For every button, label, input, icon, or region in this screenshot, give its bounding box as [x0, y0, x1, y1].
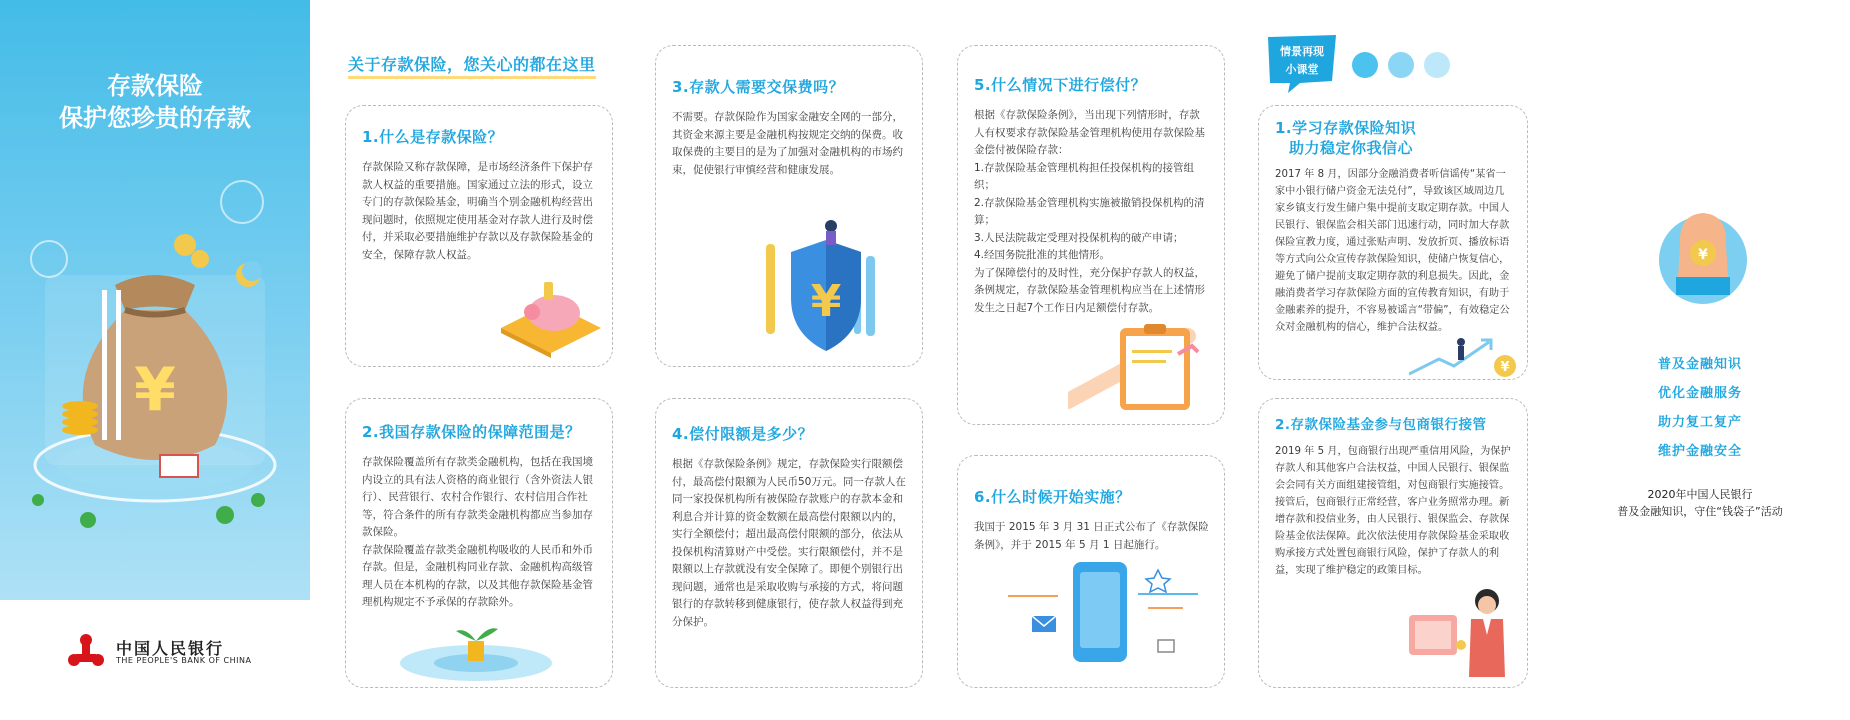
- slogan-1: 普及金融知识: [1657, 357, 1742, 372]
- faq-card-1: [345, 105, 613, 367]
- footer-line1: 2020年中国人民银行: [1647, 488, 1753, 501]
- bank-logo-icon: [66, 632, 106, 672]
- plant-coin-icon: [396, 621, 556, 683]
- faq-card-4: [655, 398, 923, 688]
- money-bag-illustration: [20, 215, 290, 545]
- faq-card-3: [655, 45, 923, 367]
- shield-yen-symbol: ¥: [810, 276, 842, 327]
- cover-title-line1: 存款保险: [107, 72, 203, 100]
- badge-line1: 情景再现: [1280, 45, 1324, 58]
- hand-coin-icon: [1658, 205, 1748, 305]
- piggy-bank-icon: [496, 268, 606, 358]
- faq-card-2: [345, 398, 613, 688]
- bank-name-cn: 中国人民银行: [116, 639, 225, 658]
- faq-card-5-title: 5.什么情况下进行偿付？: [974, 76, 1147, 94]
- case-card-2-title: 2.存款保险基金参与包商银行接管: [1275, 417, 1487, 433]
- faq-card-5-body: [974, 107, 1210, 317]
- faq-card-2-body: [362, 454, 598, 612]
- bank-name-en: THE PEOPLE'S BANK OF CHINA: [116, 656, 252, 665]
- dot: [1388, 52, 1414, 78]
- faq-card-1-body: 存款保险又称存款保障，是市场经济条件下保护存款人权益的重要措施。国家通过立法的形式，设立专门的存款保险基金，明确当个别金融机构经营出现问题时，依照规定使用基金对存款人进行及时偿付，并采取必要措施维护存款以及存款保险基金的安全，保障存款人权益。: [362, 161, 593, 261]
- footer-line2: 普及金融知识，守住“钱袋子”活动: [1617, 505, 1783, 518]
- shield-yen-icon: [766, 216, 886, 356]
- dot: [1352, 52, 1378, 78]
- case-card-1-title-line2: 助力稳定你我信心: [1289, 139, 1414, 157]
- faq-card-2-title: 2.我国存款保险的保障范围是？: [362, 423, 581, 441]
- faq-card-5-item-3: 3.人民法院裁定受理对投保机构的破产申请；: [974, 231, 1184, 244]
- slogan-3: 助力复工复产: [1657, 415, 1742, 430]
- faq-card-6: [957, 455, 1225, 688]
- case-card-1-body: 2017 年 8 月，因部分金融消费者听信谣传“某省一家中小银行储户资金无法兑付”，导致该区域周边几家乡镇支行发生储户集中提前支取定期存款。中国人民银行、银保监会相关部门迅速行动，同时加大存款保险宣教力度，通过张贴声明、发放折页、播放标语等方式向公众宣传存款保险知识，使储户恢复信心，避免了储户提前支取定期存款的利息损失。因此，金融消费者学习存款保险方面的宣传教育知识，有助于金融素养的提升，不容易被谣言“带偏”，有效稳定公众对金融机构的信心，维护合法权益。: [1275, 169, 1510, 333]
- businessman-icon: [1399, 585, 1519, 677]
- yen-icon: ¥: [134, 355, 176, 425]
- coin-yen-symbol: ¥: [1500, 360, 1510, 375]
- faq-card-6-body: 我国于 2015 年 3 月 31 日正式公布了《存款保险条例》，并于 2015 年 5 月 1 日起施行。: [974, 521, 1209, 551]
- faq-card-6-title: 6.什么时候开始实施？: [974, 488, 1131, 506]
- faq-card-5-intro: 根据《存款保险条例》，当出现下列情形时，存款人有权要求存款保险基金管理机构使用存款保险基金偿付被保险存款：: [974, 109, 1205, 156]
- badge-line2: 小课堂: [1285, 63, 1319, 76]
- faq-card-5-outro: 为了保障偿付的及时性，充分保护存款人的权益，条例规定，存款保险基金管理机构应当在上述情形发生之日起7个工作日内足额偿付存款。: [974, 266, 1205, 314]
- hand-coin-yen: ¥: [1698, 247, 1708, 263]
- cover-title-line2: 保护您珍贵的存款: [59, 104, 251, 132]
- faq-card-2-paragraph-2: 存款保险覆盖存款类金融机构吸收的人民币和外币存款。但是，金融机构同业存款、金融机构高级管理人员在本机构的存款，以及其他存款保险基金管理机构规定不予承保的存款除外。: [362, 543, 593, 608]
- faq-card-5-item-1: 1.存款保险基金管理机构担任投保机构的接管组织；: [974, 161, 1195, 191]
- faq-card-4-title: 4.偿付限额是多少？: [672, 425, 814, 443]
- faq-card-2-paragraph-1: 存款保险覆盖所有存款类金融机构，包括在我国境内设立的具有法人资格的商业银行（含外资法人银行）、民营银行、农村合作银行、农村信用合作社等，符合条件的所有存款类金融机构都应当参加存款保险。: [362, 456, 593, 538]
- faq-card-1-title: 1.什么是存款保险？: [362, 128, 504, 146]
- faq-card-3-title: 3.存款人需要交保费吗？: [672, 78, 845, 96]
- slogan-2: 优化金融服务: [1657, 386, 1742, 401]
- faq-card-5-item-4: 4.经国务院批准的其他情形。: [974, 249, 1111, 261]
- faq-card-4-body: 根据《存款保险条例》规定，存款保险实行限额偿付，最高偿付限额为人民币50万元。同一存款人在同一家投保机构所有被保险存款账户的存款本金和利息合并计算的资金数额在最高偿付限额以内的，实行全额偿付；超出最高偿付限额的部分，依法从投保机构清算财产中受偿。实行限额偿付，并不是限额以上存款就没有安全保障了。即便个别银行出现问题，通常也是采取收购与承接的方式，将问题银行的存款转移到健康银行，使存款人权益得到充分保护。: [672, 458, 906, 628]
- phone-notification-icon: [1008, 556, 1208, 676]
- cover-title: [0, 70, 310, 134]
- growth-chart-icon: [1409, 324, 1521, 380]
- case-card-1-title-line1: 1.学习存款保险知识: [1275, 119, 1417, 137]
- cover-panel: [0, 0, 310, 720]
- case-card-2-body: 2019 年 5 月，包商银行出现严重信用风险，为保护存款人和其他客户合法权益，中国人民银行、银保监会会同有关方面组建接管组，对包商银行实施接管。接管后，包商银行正常经营，客户业务照常办理。新增存款和投信业务，由人民银行、银保监会、存款保险基金依法保障。此次依法使用存款保险基金采取收购承接方式处置包商银行风险，保护了存款人的利益，实现了维护稳定的政策目标。: [1275, 446, 1511, 576]
- faq-card-5: [957, 45, 1225, 425]
- dot: [1424, 52, 1450, 78]
- faq-card-5-item-2: 2.存款保险基金管理机构实施被撤销投保机构的清算；: [974, 196, 1205, 226]
- clipboard-icon: [1068, 316, 1218, 416]
- section-heading: 关于存款保险，您关心的都在这里: [348, 52, 596, 75]
- case-card-2: [1258, 398, 1528, 688]
- slogan-4: 维护金融安全: [1657, 444, 1742, 459]
- case-card-1-title: [1275, 118, 1513, 158]
- classroom-badge: [1264, 33, 1340, 93]
- case-card-1: [1258, 105, 1528, 380]
- faq-card-3-body: 不需要。存款保险作为国家金融安全网的一部分，其资金来源主要是金融机构按规定交纳的保费。收取保费的主要目的是为了加强对金融机构的市场约束，促使银行审慎经营和健康发展。: [672, 111, 903, 176]
- slogan-list: [1620, 350, 1780, 466]
- footer-note: [1590, 486, 1810, 520]
